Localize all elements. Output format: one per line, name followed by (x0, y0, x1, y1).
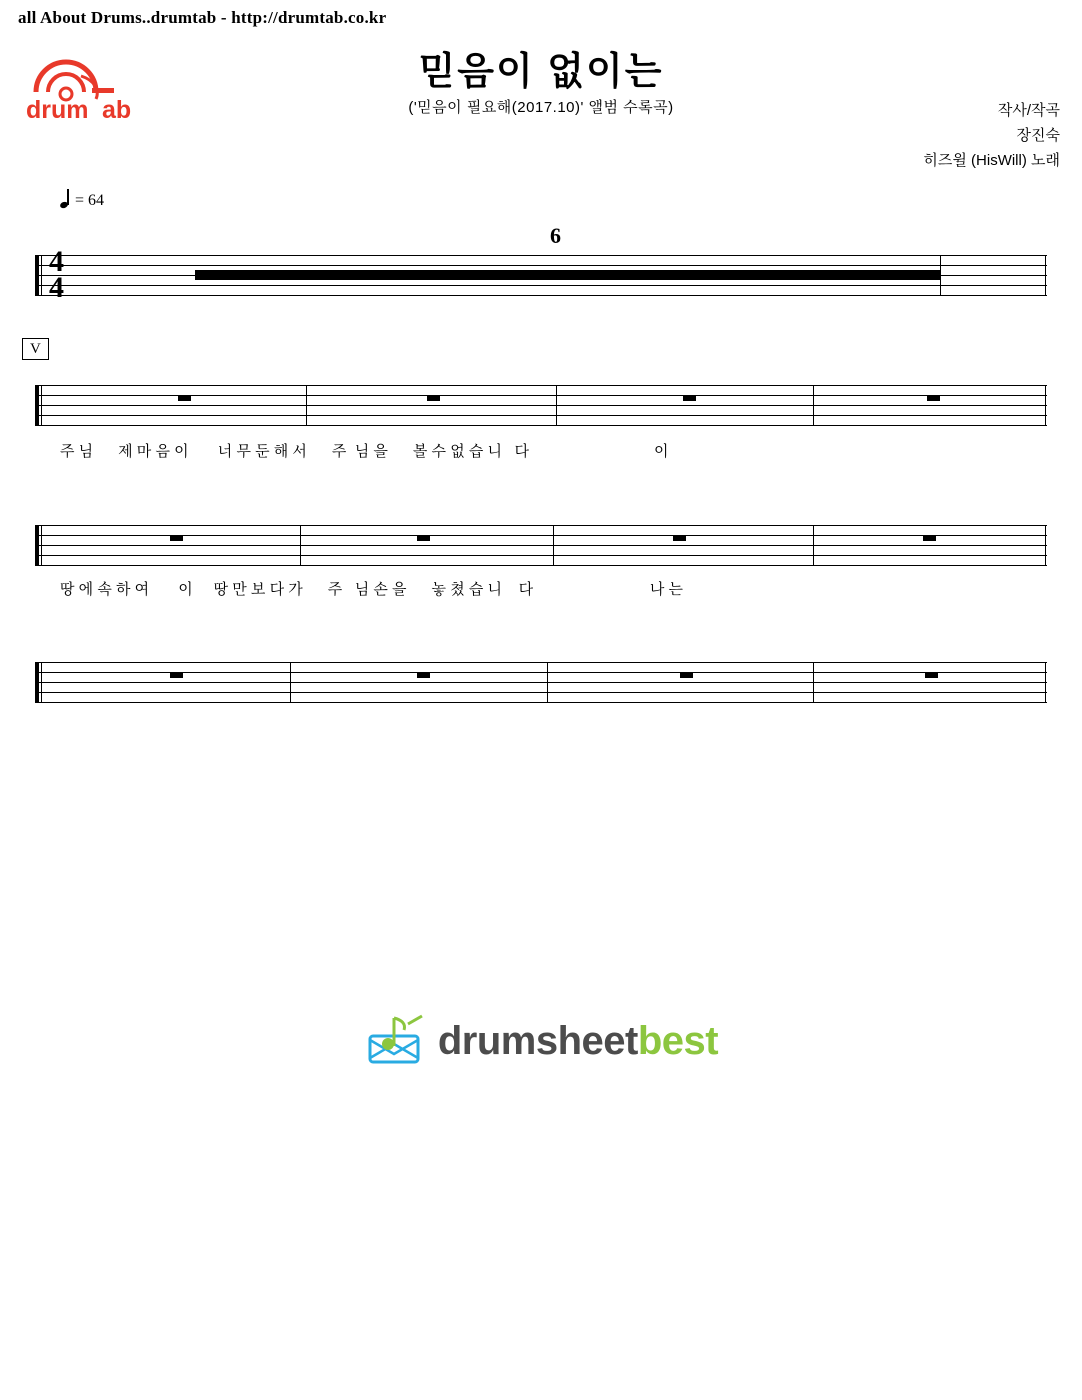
score-subtitle: ('믿음이 필요해(2017.10)' 앨범 수록곡) (408, 99, 674, 116)
stave-system-2 (35, 385, 1047, 425)
staff-line (35, 295, 1047, 296)
stave-system-1 (35, 223, 1047, 304)
brand-part-best: best (637, 1018, 719, 1063)
staff-line (35, 385, 1047, 386)
barline (547, 662, 548, 703)
drumsheetbest-logo (0, 1010, 1082, 1072)
barline-end (1045, 525, 1046, 566)
staff-line (35, 525, 1047, 526)
brand-part-drumsheet: drumsheet (437, 1018, 638, 1063)
staff-line (35, 545, 1047, 546)
svg-text:ab: ab (102, 96, 132, 124)
time-signature (49, 245, 64, 304)
time-signature-top: 4 (49, 245, 64, 278)
staff-line (35, 702, 1047, 703)
rehearsal-mark-v: V (22, 338, 49, 360)
start-barline (35, 525, 43, 566)
start-barline (35, 385, 43, 426)
start-barline (35, 255, 43, 296)
credit-line-1: 작사/작곡 (997, 102, 1060, 119)
barline (290, 662, 291, 703)
drum-icon (364, 1010, 428, 1072)
tempo-marking (60, 192, 104, 210)
barline (813, 385, 814, 426)
staff-line (35, 535, 1047, 536)
lyrics-line-2: 땅 에 속 하 여 이 땅 만 보 다 가 주 님 손 을 놓 쳤 습 니 다 나 는 (60, 581, 684, 598)
score-title: 믿음이 없이는 (418, 51, 664, 93)
start-barline (35, 662, 43, 703)
whole-measure-rest (925, 672, 938, 678)
credit-line-2: 장진숙 (1016, 127, 1060, 144)
drumsheetbest-wordmark (438, 1019, 718, 1064)
whole-measure-rest (680, 672, 693, 678)
whole-measure-rest (927, 395, 940, 401)
whole-measure-rest (427, 395, 440, 401)
multi-measure-rest-count: 6 (550, 223, 561, 248)
staff-line (35, 285, 1047, 286)
barline-end (1045, 385, 1046, 426)
barline (300, 525, 301, 566)
staff-line (35, 415, 1047, 416)
multi-measure-rest (195, 270, 940, 280)
staff-line (35, 265, 1047, 266)
time-signature-bottom: 4 (49, 271, 64, 304)
barline-end (1045, 255, 1046, 296)
staff-line (35, 692, 1047, 693)
barline (556, 385, 557, 426)
barline (813, 662, 814, 703)
whole-measure-rest (170, 672, 183, 678)
staff-line (35, 255, 1047, 256)
stave-system-3 (35, 525, 1047, 565)
staff-line (35, 672, 1047, 673)
staff-line (35, 405, 1047, 406)
stave-system-4 (35, 662, 1047, 702)
barline (306, 385, 307, 426)
barline (940, 255, 941, 296)
whole-measure-rest (170, 535, 183, 541)
credit-line-3: 히즈윌 (HisWill) 노래 (923, 152, 1060, 169)
staff-line (35, 425, 1047, 426)
svg-text:drum: drum (26, 96, 89, 124)
barline (813, 525, 814, 566)
whole-measure-rest (683, 395, 696, 401)
staff-line (35, 565, 1047, 566)
staff-line (35, 555, 1047, 556)
staff-line (35, 662, 1047, 663)
quarter-note-icon (60, 192, 72, 210)
whole-measure-rest (417, 672, 430, 678)
score-credits (923, 98, 1060, 173)
barline (553, 525, 554, 566)
lyrics-line-1: 주 님 제 마 음 이 너 무 둔 해 서 주 님 을 볼 수 없 습 니 다 이 (60, 443, 669, 460)
staff-line (35, 682, 1047, 683)
whole-measure-rest (673, 535, 686, 541)
site-header-line: all About Drums..drumtab - http://drumtab.co.kr (18, 8, 387, 27)
tempo-value: = 64 (75, 192, 105, 209)
whole-measure-rest (178, 395, 191, 401)
whole-measure-rest (923, 535, 936, 541)
barline-end (1045, 662, 1046, 703)
whole-measure-rest (417, 535, 430, 541)
